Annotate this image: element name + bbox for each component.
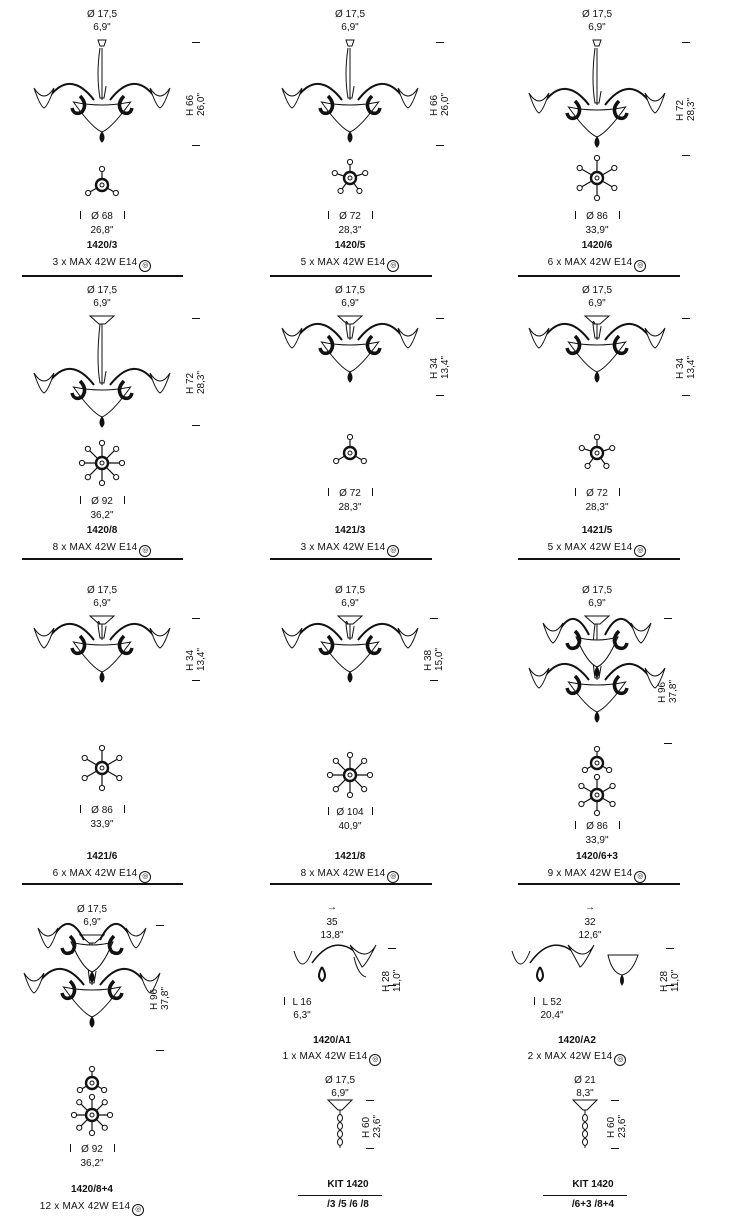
top-diameter-label: Ø 17,5	[581, 585, 613, 596]
chandelier-drawing	[529, 316, 665, 382]
lamp-spec-text: 6 x MAX 42W E14	[547, 257, 633, 268]
lamp-spec-text: 3 x MAX 42W E14	[300, 542, 386, 553]
top-diameter-label: Ø 17,5	[86, 285, 118, 296]
lamp-spec-text: 9 x MAX 42W E14	[547, 868, 633, 879]
top-diameter-inch-label: 6,9"	[83, 917, 101, 928]
height-label	[660, 970, 681, 992]
diameter-tick-left	[575, 821, 576, 829]
lamp-spec	[522, 869, 672, 883]
section-divider	[270, 275, 432, 277]
section-divider	[270, 883, 432, 885]
height-tick-bottom	[436, 395, 444, 396]
height-tick-top	[682, 318, 690, 319]
projection-arrow: →	[327, 902, 337, 913]
top-diameter-inch-label: 6,9"	[331, 1088, 349, 1099]
height-tick-top	[682, 42, 690, 43]
diameter-tick-right	[114, 1144, 115, 1152]
plan-view-drawing	[579, 434, 615, 468]
height-value: H 34	[185, 649, 196, 671]
bulb-icon: ◎	[139, 545, 151, 557]
height-tick-top	[430, 618, 438, 619]
height-inch-value: 13,4"	[195, 647, 207, 671]
plan-view-drawing	[71, 1094, 112, 1135]
height-label	[607, 1115, 628, 1138]
section-divider	[22, 275, 183, 277]
height-tick-top	[436, 42, 444, 43]
bottom-diameter-label: Ø 104	[336, 807, 364, 818]
section-divider	[518, 883, 680, 885]
lamp-spec	[17, 1202, 167, 1216]
product-code: 1420/6	[581, 240, 613, 251]
length-label: L 16	[292, 997, 312, 1008]
bottom-diameter-inch-label: 40,9"	[338, 821, 362, 832]
diameter-tick-left	[328, 211, 329, 219]
top-diameter-inch-label: 6,9"	[588, 298, 606, 309]
top-diameter-inch-label: 6,9"	[93, 22, 111, 33]
product-code: 1421/5	[581, 525, 613, 536]
height-tick-bottom	[192, 680, 200, 681]
section-divider	[518, 275, 680, 277]
diameter-tick-right	[372, 211, 373, 219]
height-label	[362, 1115, 383, 1138]
bottom-diameter-inch-label: 33,9"	[585, 835, 609, 846]
height-value: H 28	[659, 970, 670, 992]
plan-view-drawing	[334, 434, 367, 463]
height-label	[658, 679, 679, 702]
bottom-diameter-inch-label: 33,9"	[585, 225, 609, 236]
diameter-tick-left	[328, 807, 329, 815]
diameter-tick-right	[124, 211, 125, 219]
lamp-spec-text: 12 x MAX 42W E14	[39, 1201, 131, 1212]
height-tick-top	[664, 618, 672, 619]
height-value: H 96	[657, 681, 668, 703]
lamp-spec	[275, 258, 425, 272]
product-code: 1420/8	[86, 525, 118, 536]
product-code: 1421/6	[86, 851, 118, 862]
projection-inch-label: 12,6"	[578, 930, 602, 941]
height-label	[186, 370, 207, 393]
bulb-icon: ◎	[387, 871, 399, 883]
height-tick-bottom	[436, 145, 444, 146]
lamp-spec-text: 1 x MAX 42W E14	[282, 1051, 368, 1062]
height-label	[382, 970, 403, 992]
product-code: 1420/A2	[558, 1035, 596, 1046]
lamp-spec-text: 3 x MAX 42W E14	[52, 257, 138, 268]
bulb-icon: ◎	[634, 871, 646, 883]
plan-view-drawing	[579, 774, 615, 815]
plan-view-drawing	[77, 1066, 106, 1092]
height-inch-value: 37,8"	[667, 679, 679, 703]
height-tick-bottom	[430, 680, 438, 681]
height-label	[150, 986, 171, 1009]
projection-label: 35	[326, 917, 338, 928]
height-inch-value: 23,6"	[371, 1114, 383, 1138]
height-inch-value: 26,0"	[439, 92, 451, 116]
product-code: 1420/6+3	[576, 851, 618, 862]
height-label	[676, 97, 697, 120]
top-diameter-label: Ø 17,5	[334, 9, 366, 20]
lamp-spec	[502, 1052, 652, 1066]
diameter-tick-right	[619, 211, 620, 219]
height-value: H 66	[429, 94, 440, 116]
bulb-icon: ◎	[139, 260, 151, 272]
height-tick-top	[156, 925, 164, 926]
height-tick-bottom	[611, 1148, 619, 1149]
chandelier-drawing	[34, 616, 170, 682]
top-diameter-label: Ø 17,5	[581, 285, 613, 296]
height-label	[676, 355, 697, 378]
height-value: H 96	[149, 988, 160, 1010]
product-code: 1421/8	[334, 851, 366, 862]
height-tick-top	[436, 318, 444, 319]
height-tick-top	[192, 42, 200, 43]
height-label	[186, 92, 207, 115]
height-label	[186, 648, 207, 671]
top-diameter-inch-label: 8,3"	[576, 1088, 594, 1099]
plan-view-drawing	[82, 745, 122, 790]
bottom-diameter-inch-label: 36,2"	[80, 1158, 104, 1169]
height-value: H 66	[185, 94, 196, 116]
diameter-tick-left	[80, 496, 81, 504]
height-value: H 34	[429, 357, 440, 379]
section-divider	[518, 558, 680, 560]
diameter-tick-left	[80, 211, 81, 219]
product-code: 1420/8+4	[71, 1184, 113, 1195]
bottom-diameter-label: Ø 86	[91, 805, 113, 816]
kit-drawing	[573, 1100, 597, 1148]
lamp-spec	[275, 543, 425, 557]
height-value: H 60	[606, 1116, 617, 1138]
bottom-diameter-label: Ø 72	[339, 488, 361, 499]
bottom-diameter-inch-label: 28,3"	[338, 225, 362, 236]
kit-divider	[298, 1195, 382, 1196]
height-tick-bottom	[366, 1148, 374, 1149]
bottom-diameter-inch-label: 28,3"	[338, 502, 362, 513]
bulb-icon: ◎	[369, 1054, 381, 1066]
product-code: 1420/3	[86, 240, 118, 251]
lamp-spec	[522, 543, 672, 557]
kit-variants: /6+3 /8+4	[571, 1199, 615, 1210]
diameter-tick-left	[80, 805, 81, 813]
bulb-icon: ◎	[387, 260, 399, 272]
chandelier-drawing	[282, 316, 418, 382]
top-diameter-label: Ø 17,5	[334, 585, 366, 596]
chandelier-drawing	[34, 40, 170, 142]
diameter-tick-right	[619, 488, 620, 496]
height-inch-value: 13,4"	[685, 355, 697, 379]
section-divider	[22, 883, 183, 885]
height-inch-value: 11,0"	[391, 969, 403, 992]
lamp-spec-text: 8 x MAX 42W E14	[300, 868, 386, 879]
top-diameter-inch-label: 6,9"	[588, 22, 606, 33]
top-diameter-label: Ø 17,5	[86, 9, 118, 20]
chandelier-drawing	[282, 40, 418, 142]
top-diameter-inch-label: 6,9"	[588, 598, 606, 609]
plan-view-drawing	[582, 746, 611, 772]
bottom-diameter-label: Ø 86	[586, 821, 608, 832]
lamp-spec	[27, 869, 177, 883]
bottom-diameter-inch-label: 33,9"	[90, 819, 114, 830]
top-diameter-label: Ø 17,5	[334, 285, 366, 296]
height-tick-bottom	[192, 145, 200, 146]
height-label	[430, 355, 451, 378]
plan-view-drawing	[332, 159, 368, 193]
length-inch-label: 20,4"	[540, 1010, 564, 1021]
bulb-icon: ◎	[387, 545, 399, 557]
height-tick-bottom	[156, 1050, 164, 1051]
height-inch-value: 13,4"	[439, 355, 451, 379]
product-code: 1420/5	[334, 240, 366, 251]
height-value: H 72	[185, 372, 196, 394]
height-tick-top	[366, 1100, 374, 1101]
diameter-tick-right	[372, 488, 373, 496]
chandelier-drawing	[282, 616, 418, 682]
top-diameter-inch-label: 6,9"	[341, 22, 359, 33]
diameter-tick-right	[372, 807, 373, 815]
bulb-icon: ◎	[634, 545, 646, 557]
top-diameter-inch-label: 6,9"	[93, 298, 111, 309]
diameter-tick-right	[124, 496, 125, 504]
bulb-icon: ◎	[132, 1204, 144, 1216]
diameter-tick-right	[124, 805, 125, 813]
chandelier-drawing	[529, 40, 665, 147]
height-tick-top	[388, 948, 396, 949]
kit-code: KIT 1420	[572, 1179, 614, 1190]
height-tick-top	[611, 1100, 619, 1101]
product-code: 1420/A1	[313, 1035, 351, 1046]
height-tick-bottom	[664, 743, 672, 744]
height-inch-value: 26,0"	[195, 92, 207, 116]
lamp-spec	[275, 869, 425, 883]
height-tick-top	[192, 318, 200, 319]
lamp-spec	[522, 258, 672, 272]
plan-view-drawing	[79, 440, 124, 485]
diameter-tick-left	[575, 211, 576, 219]
bottom-diameter-inch-label: 26,8"	[90, 225, 114, 236]
height-label	[430, 92, 451, 115]
height-inch-value: 23,6"	[616, 1114, 628, 1138]
bulb-icon: ◎	[139, 871, 151, 883]
height-tick-top	[666, 948, 674, 949]
section-divider	[22, 558, 183, 560]
plan-view-drawing	[86, 166, 119, 195]
plan-view-drawing	[577, 155, 617, 200]
diameter-tick-left	[328, 488, 329, 496]
height-value: H 28	[381, 970, 392, 992]
top-diameter-inch-label: 6,9"	[93, 598, 111, 609]
bulb-icon: ◎	[634, 260, 646, 272]
height-inch-value: 11,0"	[669, 969, 681, 992]
kit-divider	[543, 1195, 627, 1196]
section-divider	[270, 558, 432, 560]
height-value: H 60	[361, 1116, 372, 1138]
height-value: H 38	[423, 649, 434, 671]
plan-view-drawing	[327, 752, 372, 797]
height-inch-value: 28,3"	[195, 370, 207, 394]
wall-lamp-drawing	[294, 945, 376, 981]
height-inch-value: 37,8"	[159, 986, 171, 1010]
lamp-spec-text: 6 x MAX 42W E14	[52, 868, 138, 879]
lamp-spec	[27, 543, 177, 557]
height-value: H 72	[675, 99, 686, 121]
bottom-diameter-label: Ø 72	[339, 211, 361, 222]
top-diameter-inch-label: 6,9"	[341, 298, 359, 309]
kit-drawing	[328, 1100, 352, 1148]
bottom-diameter-label: Ø 68	[91, 211, 113, 222]
projection-inch-label: 13,8"	[320, 930, 344, 941]
product-code: 1421/3	[334, 525, 366, 536]
lamp-spec-text: 8 x MAX 42W E14	[52, 542, 138, 553]
diameter-tick-left	[70, 1144, 71, 1152]
projection-arrow: →	[585, 902, 595, 913]
height-inch-value: 15,0"	[433, 647, 445, 671]
length-inch-label: 6,3"	[293, 1010, 311, 1021]
chandelier-drawing	[24, 924, 160, 1027]
top-diameter-label: Ø 17,5	[324, 1075, 356, 1086]
height-tick-bottom	[682, 155, 690, 156]
bottom-diameter-label: Ø 72	[586, 488, 608, 499]
kit-variants: /3 /5 /6 /8	[327, 1199, 369, 1210]
lamp-spec-text: 5 x MAX 42W E14	[547, 542, 633, 553]
lamp-spec-text: 2 x MAX 42W E14	[527, 1051, 613, 1062]
bottom-diameter-label: Ø 86	[586, 211, 608, 222]
length-label: L 52	[542, 997, 562, 1008]
bulb-icon: ◎	[614, 1054, 626, 1066]
bottom-diameter-label: Ø 92	[91, 496, 113, 507]
bottom-diameter-label: Ø 92	[81, 1144, 103, 1155]
lamp-spec-text: 5 x MAX 42W E14	[300, 257, 386, 268]
lamp-spec	[257, 1052, 407, 1066]
kit-code: KIT 1420	[327, 1179, 369, 1190]
chandelier-drawing	[529, 616, 665, 722]
bottom-diameter-inch-label: 28,3"	[585, 502, 609, 513]
height-inch-value: 28,3"	[685, 97, 697, 121]
lamp-spec	[27, 258, 177, 272]
wall-lamp-drawing	[512, 945, 638, 985]
top-diameter-label: Ø 17,5	[86, 585, 118, 596]
top-diameter-label: Ø 17,5	[76, 904, 108, 915]
height-tick-top	[192, 618, 200, 619]
top-diameter-label: Ø 21	[574, 1075, 596, 1086]
projection-label: 32	[584, 917, 596, 928]
height-tick-bottom	[192, 425, 200, 426]
top-diameter-inch-label: 6,9"	[341, 598, 359, 609]
diameter-tick-left	[575, 488, 576, 496]
height-value: H 34	[675, 357, 686, 379]
bottom-diameter-inch-label: 36,2"	[90, 510, 114, 521]
height-label	[424, 648, 445, 671]
chandelier-drawing	[34, 316, 170, 427]
height-tick-bottom	[682, 395, 690, 396]
diameter-tick-right	[619, 821, 620, 829]
top-diameter-label: Ø 17,5	[581, 9, 613, 20]
